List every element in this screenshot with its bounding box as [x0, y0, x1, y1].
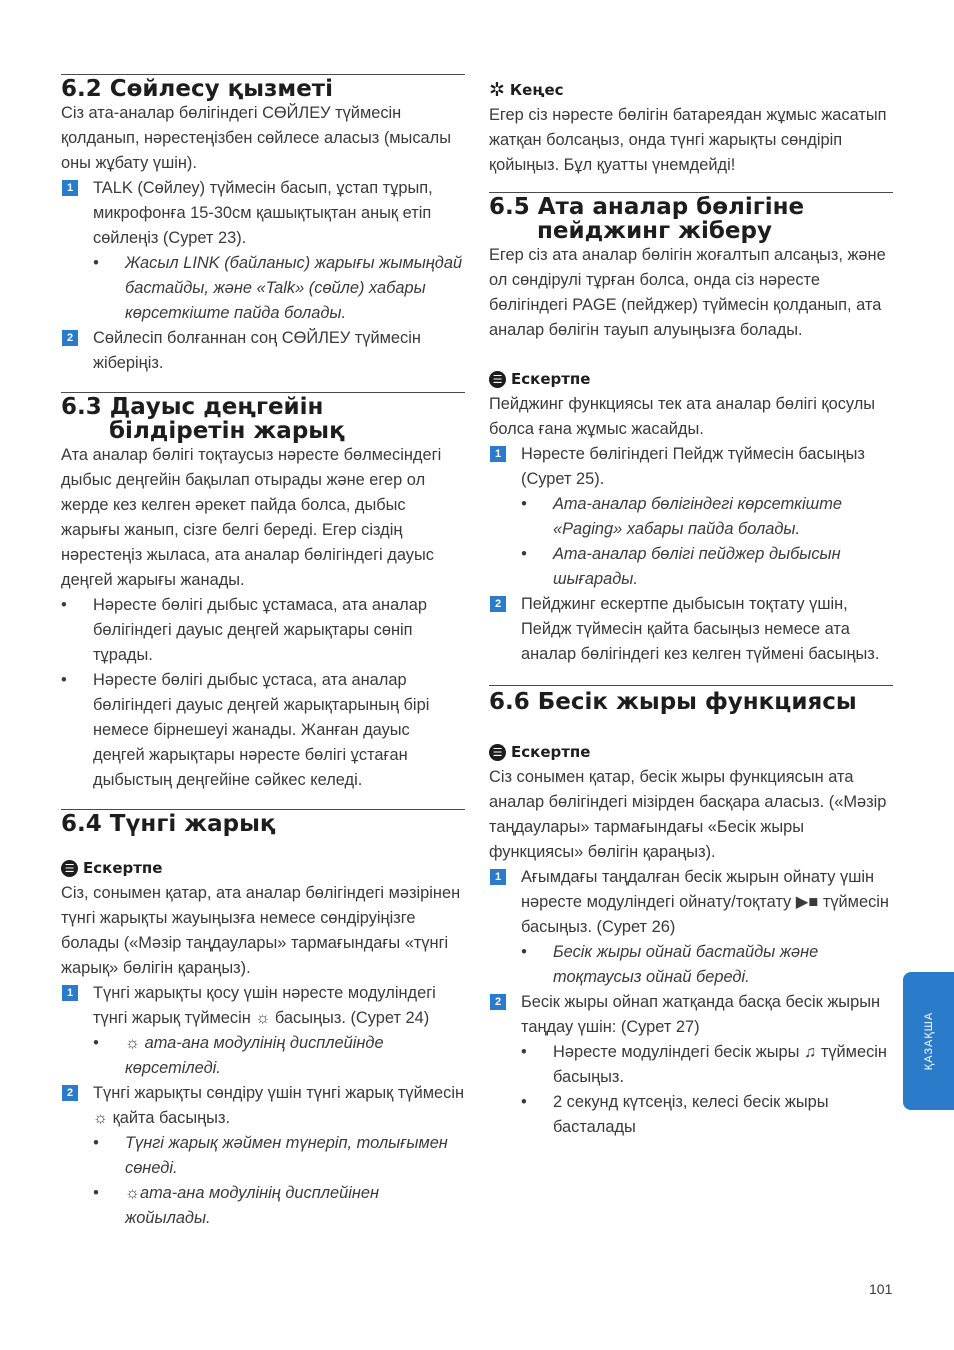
step-text: Түнгі жарықты қосу үшін нәресте модуліндегі түнгі жарық түймесін ☼ басыңыз. (Сурет 24) — [93, 984, 436, 1027]
sub-bullet — [521, 542, 893, 592]
step-item — [61, 326, 465, 376]
note-label: Ескертпе — [511, 370, 591, 388]
step-item — [61, 1081, 465, 1131]
bullet-text: Нәресте бөлігі дыбыс ұстаса, ата аналар бөлігіндегі дауыс деңгей жарықтарының бірі немесе бірнешеуі жанады. Жанған дауыс деңгей жарықтары нәресте бөлігі ұстаған дыбыстың деңгейіне сәйкес келеді. — [93, 671, 430, 789]
bullet-text: Ата-аналар бөлігіндегі көрсеткіште «Paging» хабары пайда болады. — [553, 495, 842, 538]
language-tab — [903, 972, 954, 1110]
note-label: Ескертпе — [511, 743, 591, 761]
paragraph: Ата аналар бөлігі тоқтаусыз нәресте бөлмесіндегі дыбыс деңгейін бақылап отырады және егер ол жерде кез келген әрекет пайда болса, дыбыс жарығы жанып, сізге белгі береді. Егер сіздің нәрестеңіз жыласа, ата аналар бөлігіндегі дауыс деңгей жарығы жанады. — [61, 446, 442, 589]
title-line: 6.5 Ата аналар бөлігіне — [489, 194, 805, 220]
step-item — [489, 865, 893, 940]
note-text: Сіз, сонымен қатар, ата аналар бөлігіндегі мәзірінен түнгі жарықты жауыңызға немесе сөндіруіңізге болады («Мәзір таңдаулары» тармағындағы «түнгі жарық» бөлігін қараңыз). — [61, 884, 461, 977]
note-text: Сіз сонымен қатар, бесік жыры функциясын ата аналар бөлігіндегі мізірден басқара аласыз. («Мәзір таңдаулары» тармағындағы «Бесік жыры функциясы» бөлігін қараңыз). — [489, 768, 887, 861]
step-text: Бесік жыры ойнап жатқанда басқа бесік жырын таңдау үшін: (Сурет 27) — [521, 993, 881, 1036]
section-6-6 — [489, 685, 893, 1140]
bullet-icon: • — [93, 1134, 99, 1152]
step-text: Ағымдағы таңдалған бесік жырын ойнату үшін нәресте модуліндегі ойнату/тоқтату ▶■ түймесін басыңыз. (Сурет 26) — [521, 868, 889, 936]
step-text: Түнгі жарықты сөндіру үшін түнгі жарық түймесін ☼ қайта басыңыз. — [93, 1084, 465, 1127]
section-title — [61, 395, 465, 443]
tip-box — [489, 78, 893, 178]
step-number: 2 — [62, 1085, 78, 1101]
tip-text: Егер сіз нәресте бөлігін батареядан жұмыс жасатып жатқан болсаңыз, онда түнгі жарықты сөндіріп қойыңыз. Бұл қуатты үнемдейді! — [489, 106, 887, 174]
note-heading — [489, 740, 893, 765]
step-number: 2 — [62, 330, 78, 346]
step-item — [489, 990, 893, 1040]
bullet-icon: • — [61, 596, 67, 614]
section-title: 6.4 Түнгі жарық — [61, 811, 276, 837]
tip-icon: ✲ — [489, 79, 505, 101]
bullet-text: Жасыл LINK (байланыс) жарығы жымыңдай бастайды, және «Talk» (сөйле) хабары көрсеткіште пайда болады. — [125, 254, 463, 322]
step-item — [61, 176, 465, 251]
bullet-item — [61, 593, 465, 668]
bullet-text: Нәресте бөлігі дыбыс ұстамаса, ата аналар бөлігіндегі дауыс деңгей жарықтары сөніп тұрады. — [93, 596, 427, 664]
sub-bullet — [521, 1090, 893, 1140]
step-number: 2 — [490, 994, 506, 1010]
step-number: 1 — [62, 985, 78, 1001]
bullet-icon: • — [93, 254, 99, 272]
step-number: 2 — [490, 596, 506, 612]
bullet-text: Бесік жыры ойнай бастайды және тоқтаусыз ойнай береді. — [553, 943, 819, 986]
section-title — [489, 195, 893, 243]
sub-bullet — [521, 940, 893, 990]
step-item — [61, 981, 465, 1031]
section-6-3 — [61, 392, 465, 793]
step-text: TALK (Сөйлеу) түймесін басып, ұстап тұрып, микрофонға 15-30см қашықтықтан анық етіп сөйлеңіз (Сурет 23). — [93, 179, 433, 247]
sub-bullet — [93, 1131, 465, 1181]
step-item — [489, 442, 893, 492]
sub-bullet — [521, 1040, 893, 1090]
note-heading — [489, 367, 893, 392]
right-column — [489, 74, 893, 1140]
bullet-icon: • — [93, 1184, 99, 1202]
language-label: ҚАЗАҚША — [922, 1011, 935, 1071]
step-text: Нәресте бөлігіндегі Пейдж түймесін басыңыз (Сурет 25). — [521, 445, 865, 488]
section-title: 6.6 Бесік жыры функциясы — [489, 689, 857, 715]
bullet-text: Ата-аналар бөлігі пейджер дыбысын шығарады. — [553, 545, 841, 588]
bullet-text: ☼ ата-ана модулінің дисплейінде көрсетіледі. — [125, 1034, 384, 1077]
section-6-2 — [61, 74, 465, 376]
bullet-item — [61, 668, 465, 793]
paragraph: Сіз ата-аналар бөлігіндегі СӨЙЛЕУ түймесін қолданып, нәрестеңізбен сөйлесе аласыз (мысалы оны жұбату үшін). — [61, 104, 451, 172]
page-number: 101 — [869, 1281, 893, 1297]
title-line: білдіретін жарық — [109, 418, 345, 444]
bullet-text: 2 секунд күтсеңіз, келесі бесік жыры басталады — [553, 1093, 829, 1136]
section-6-5 — [489, 192, 893, 667]
note-icon: ☰ — [489, 744, 506, 761]
bullet-icon: • — [521, 943, 527, 961]
note-label: Ескертпе — [83, 859, 163, 877]
note-heading — [61, 856, 465, 881]
step-text: Сөйлесіп болғаннан соң СӨЙЛЕУ түймесін жіберіңіз. — [93, 329, 421, 372]
bullet-text: Нәресте модуліндегі бесік жыры ♫ түймесін басыңыз. — [553, 1043, 887, 1086]
note-icon: ☰ — [61, 860, 78, 877]
bullet-icon: • — [521, 495, 527, 513]
title-line: пейджинг жіберу — [537, 218, 772, 244]
bullet-icon: • — [521, 545, 527, 563]
note-icon: ☰ — [489, 371, 506, 388]
tip-heading — [489, 78, 893, 103]
bullet-icon: • — [521, 1093, 527, 1111]
section-6-4 — [61, 809, 465, 1231]
step-text: Пейджинг ескертпе дыбысын тоқтату үшін, Пейдж түймесін қайта басыңыз немесе ата аналар бөлігіндегі кез келген түймені басыңыз. — [521, 595, 880, 663]
tip-label: Кеңес — [509, 81, 564, 99]
bullet-icon: • — [93, 1034, 99, 1052]
title-line: 6.3 Дауыс деңгейін — [61, 394, 324, 420]
paragraph: Егер сіз ата аналар бөлігін жоғалтып алсаңыз, және ол сөндірулі тұрған болса, онда сіз нәресте бөлігіндегі PAGE (пейджер) түймесін қолданып, ата аналар бөлігін тауып алуыңызға болады. — [489, 246, 886, 339]
section-title: 6.2 Сөйлесу қызметі — [61, 76, 334, 102]
bullet-text: ☼ата-ана модулінің дисплейінен жойылады. — [125, 1184, 380, 1227]
sub-bullet — [521, 492, 893, 542]
left-column — [61, 74, 465, 1231]
sub-bullet — [93, 1181, 465, 1231]
bullet-icon: • — [521, 1043, 527, 1061]
sub-bullet — [93, 251, 465, 326]
step-item — [489, 592, 893, 667]
step-number: 1 — [62, 180, 78, 196]
step-number: 1 — [490, 446, 506, 462]
sub-bullet — [93, 1031, 465, 1081]
bullet-text: Түнгі жарық жәймен түнеріп, толығымен сөнеді. — [125, 1134, 448, 1177]
step-number: 1 — [490, 869, 506, 885]
bullet-icon: • — [61, 671, 67, 689]
note-text: Пейджинг функциясы тек ата аналар бөлігі қосулы болса ғана жұмыс жасайды. — [489, 395, 876, 438]
